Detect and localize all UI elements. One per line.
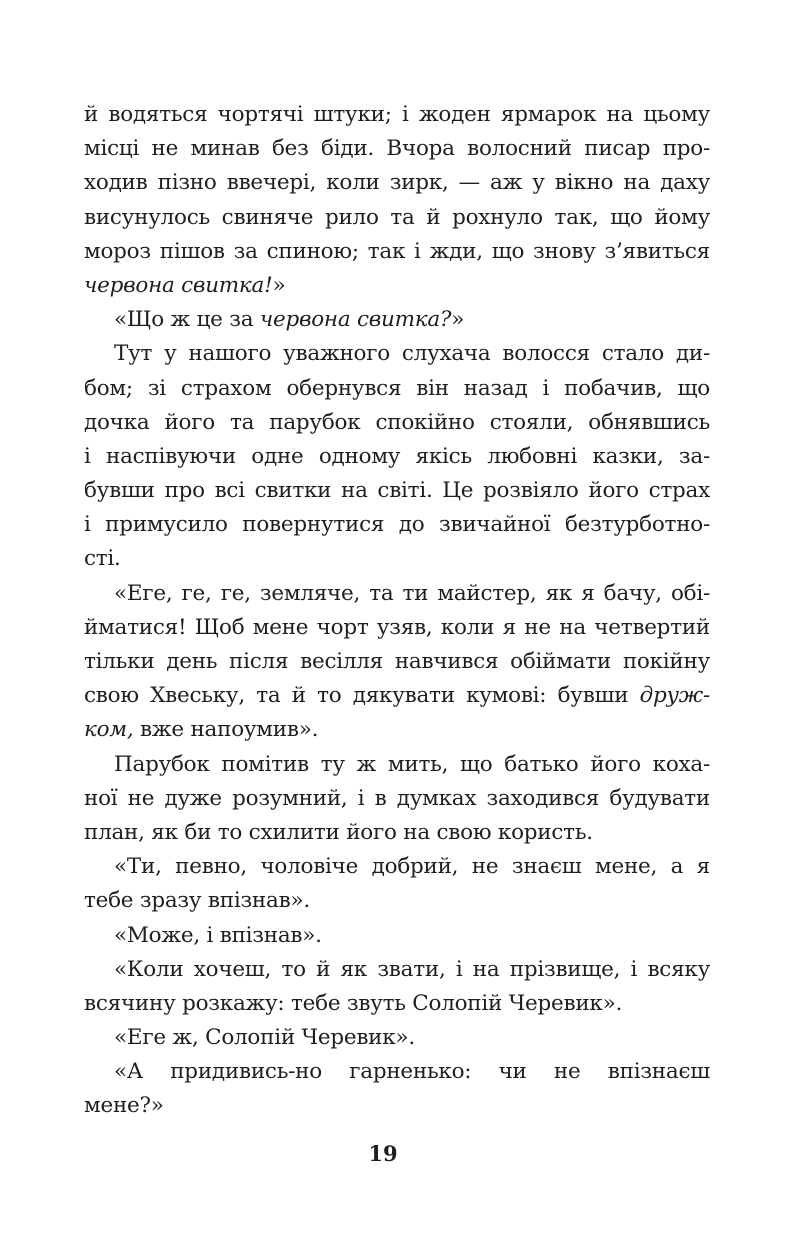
text-line: «Ти, певно, чоловіче добрий, не знаєш мене, а я <box>114 854 710 880</box>
text-line: «А придивись-но гарненько: чи не впізнаєш <box>114 1059 710 1085</box>
text-line: і наспівуючи одне одному якісь любовні казки, за- <box>84 443 710 469</box>
text-line <box>84 269 710 303</box>
text-fragment: свою Хвеську, та й то дякувати кумові: бувши <box>84 683 640 709</box>
italic-fragment: ком, <box>84 717 134 743</box>
text-line: тільки день після весілля навчився обіймати покійну <box>84 649 710 674</box>
text-line: Тут у нашого уважного слухача волосся стало ди- <box>114 341 710 367</box>
text-line: висунулось свиняче рило та й рохнуло так, що йому <box>84 204 710 230</box>
text-line: бом; зі страхом обернувся він назад і побачив, що <box>84 375 710 401</box>
text-line: план, як би то схилити його на свою користь. <box>84 819 593 845</box>
text-line: бувши про всі свитки на світі. Це розвіяло його страх <box>84 478 710 504</box>
text-line: Парубок помітив ту ж мить, що батько його кохa- <box>114 751 710 777</box>
text-line: і примусило повернутися до звичайної безтурботно- <box>84 512 710 538</box>
text-line <box>84 713 710 747</box>
page-number: 19 <box>368 1141 398 1166</box>
text-line: тебе зразу впізнав». <box>84 888 310 914</box>
text-line: ходив пізно ввечері, коли зирк, — аж у вікно на даху <box>84 170 710 196</box>
text-line: сті. <box>84 546 121 572</box>
text-line: «Коли хочеш, то й як звати, і на прізвище, і всяку <box>114 956 710 982</box>
italic-fragment: червона свитка! <box>84 272 273 298</box>
book-page-text <box>84 98 710 1124</box>
text-fragment: » <box>272 272 286 298</box>
text-line: «Може, і впізнав». <box>114 922 322 948</box>
text-line: всячину розкажу: тебе звуть Солопій Черевик». <box>84 990 623 1016</box>
text-line: мене?» <box>84 1093 164 1119</box>
text-line: мороз пішов за спиною; так і жди, що знову з’явиться <box>84 238 710 264</box>
italic-fragment: друж- <box>639 683 710 709</box>
text-line: дочка його та парубок спокійно стояли, обнявшись <box>84 409 710 435</box>
text-fragment: » <box>451 307 465 333</box>
text-line: ної не дуже розумний, і в думках заходився будувати <box>84 785 710 811</box>
text-line: й водяться чортячі штуки; і жоден ярмарок на цьому <box>84 102 710 127</box>
text-fragment: «Що ж це за <box>114 307 260 333</box>
italic-fragment: червона свитка? <box>259 307 452 333</box>
text-line: йматися! Щоб мене чорт узяв, коли я не на четвертий <box>84 614 710 640</box>
text-line <box>84 679 710 713</box>
text-line: «Еге ж, Солопій Черевик». <box>114 1025 415 1051</box>
text-line: місці не минав без біди. Вчора волосний писар про- <box>84 136 710 162</box>
text-fragment: вже напоумив». <box>133 717 319 743</box>
text-line <box>84 303 710 337</box>
text-line: «Еге, ге, ге, земляче, та ти майстер, як я бачу, обі- <box>114 580 710 606</box>
